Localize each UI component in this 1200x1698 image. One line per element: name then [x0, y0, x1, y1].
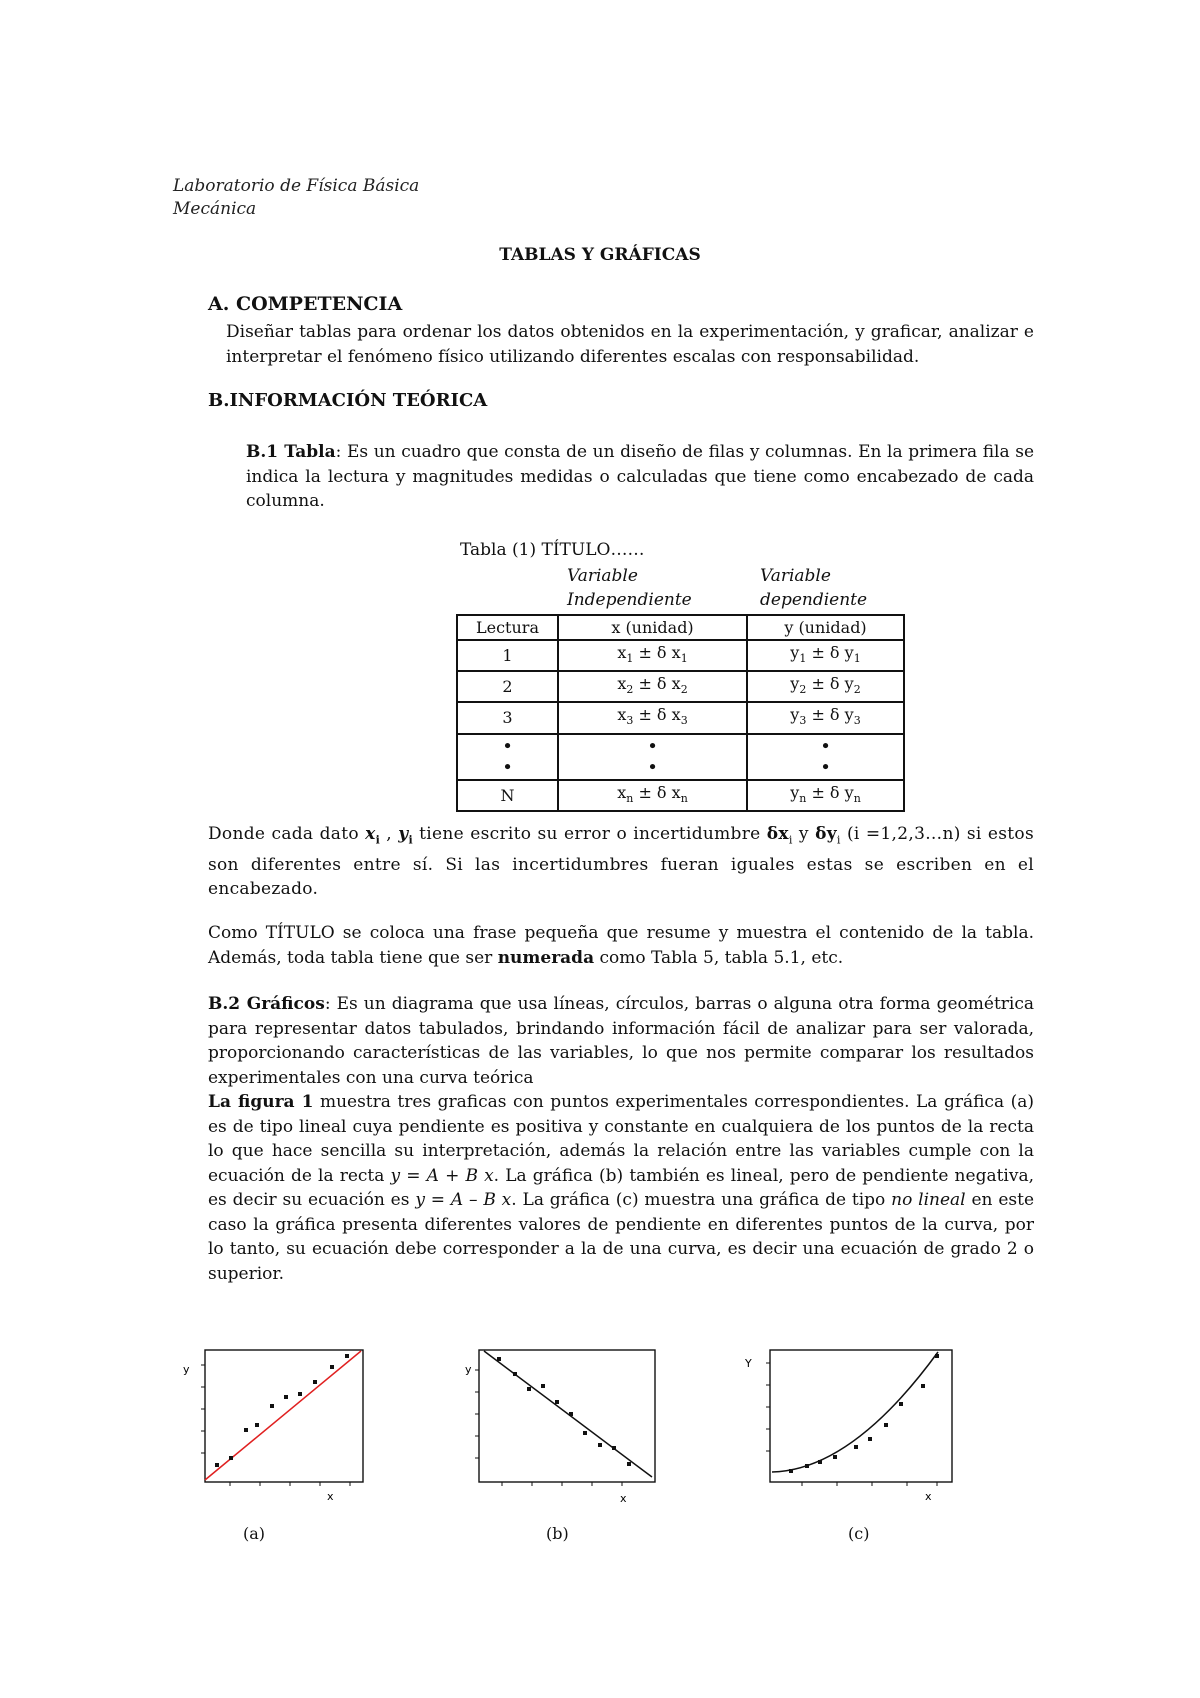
x-axis-label: x — [925, 1490, 932, 1503]
table-row — [457, 671, 904, 702]
b1-paragraph — [246, 440, 1034, 514]
page-title: TABLAS Y GRÁFICAS — [499, 245, 701, 265]
y-cell: $y_2 \pm \delta$ $y_2$ — [747, 671, 904, 702]
section-b-heading: B.INFORMACIÓN TEÓRICA — [208, 390, 488, 411]
table-row — [457, 780, 904, 811]
var1-line2: Independiente — [567, 590, 692, 610]
tick-marks — [201, 1365, 350, 1486]
b1-text: : Es un cuadro que consta de un diseño de filas y columnas. En la primera fila se indica la lectura y magnitudes medidas o calculadas que tiene como encabezado de cada columna. — [246, 442, 1035, 511]
figure-b-graph — [462, 1345, 662, 1515]
ellipsis-cell: • • — [558, 734, 747, 780]
tick-marks — [766, 1363, 937, 1486]
x-cell: $x_3 \pm \delta$ $x_3$ — [558, 702, 747, 733]
header-line-1: Laboratorio de Física Básica — [173, 176, 420, 196]
b1-label: B.1 Tabla — [246, 442, 336, 462]
section-a-heading: A. COMPETENCIA — [208, 293, 403, 315]
dependent-variable-label — [760, 564, 867, 612]
figure-c-graph — [742, 1345, 962, 1515]
ellipsis-cell: • • — [457, 734, 558, 780]
b2-paragraph: B.2 Gráficos: Es un diagrama que usa líneas, círculos, barras o alguna otra forma geométrica para representar datos tabulados, brindando información fácil de analizar para ser valorada, proporcionando características de las variables, lo que nos permite comparar los resultados experimentales con una curva teórica La figura 1 muestra tres graficas con puntos experimentales correspondientes. La gráfica (a) es de tipo lineal cuya pendiente es positiva y constante en cualquiera de los puntos de la recta lo que hace sencilla su interpretación, además la relación entre las variables cumple con la ecuación de la recta y = A + B x. La gráfica (b) también es lineal, pero de pendiente negativa, es decir su ecuación es y = A – B x. La gráfica (c) muestra una gráfica de tipo no lineal en este caso la gráfica presenta diferentes valores de pendiente en diferentes puntos de la curva, por lo tanto, su ecuación debe corresponder a la de una curva, es decir una ecuación de grado 2 o superior. — [208, 994, 1035, 1284]
table-header-row — [457, 615, 904, 640]
figure-b-caption: (b) — [546, 1524, 569, 1543]
figure-a-caption: (a) — [243, 1524, 266, 1543]
figure-reference: La figura 1 — [208, 1092, 314, 1112]
como-paragraph: Como TÍTULO se coloca una frase pequeña que resume y muestra el contenido de la tabla. Además, toda tabla tiene que ser numerada como Tabla 5, tabla 5.1, etc. — [208, 923, 1034, 968]
x-axis-label: x — [620, 1492, 627, 1505]
table-row — [457, 702, 904, 733]
fit-curve — [772, 1352, 938, 1472]
data-points — [789, 1354, 939, 1473]
y-axis-label: y — [465, 1363, 472, 1376]
header-x: x (unidad) — [558, 615, 747, 640]
fit-line — [484, 1351, 652, 1477]
var2-line2: dependiente — [760, 590, 868, 610]
donde-paragraph: Donde cada dato $x_i$ , $y_i$ tiene escrito su error o incertidumbre $\delta x_i$ y $\delta y_i$ (i =1,2,3…n) si estos son diferentes entre sí. Si las incertidumbres fueran iguales estas se escriben en el encabezado. — [208, 824, 1034, 900]
table-caption: Tabla (1) TÍTULO…… — [460, 540, 645, 560]
figure-c-caption: (c) — [848, 1524, 870, 1543]
var1-line1: Variable — [567, 566, 638, 586]
var2-line1: Variable — [760, 566, 831, 586]
y-axis-label: Y — [745, 1357, 752, 1370]
ellipsis-cell: • • — [747, 734, 904, 780]
header — [173, 175, 419, 221]
row-number: N — [457, 780, 558, 811]
section-a-text: Diseñar tablas para ordenar los datos obtenidos en la experimentación, y graficar, analizar e interpretar el fenómeno físico utilizando diferentes escalas con responsabilidad. — [226, 322, 1034, 367]
table-row — [457, 640, 904, 671]
y-axis-label: y — [183, 1363, 190, 1376]
x-cell: $x_2 \pm \delta$ $x_2$ — [558, 671, 747, 702]
header-y: y (unidad) — [747, 615, 904, 640]
row-number: 2 — [457, 671, 558, 702]
header-line-2: Mecánica — [173, 199, 257, 219]
x-cell: $x_n \pm \delta$ $x_n$ — [558, 780, 747, 811]
x-axis-label: x — [327, 1490, 334, 1503]
tick-marks — [475, 1370, 622, 1486]
row-number: 3 — [457, 702, 558, 733]
fit-line — [205, 1351, 361, 1480]
b2-label: B.2 Gráficos — [208, 994, 325, 1014]
y-cell: $y_1 \pm \delta$ $y_1$ — [747, 640, 904, 671]
data-points — [215, 1354, 349, 1467]
header-lectura: Lectura — [457, 615, 558, 640]
y-cell: $y_n \pm \delta$ $y_n$ — [747, 780, 904, 811]
table-row-ellipsis — [457, 734, 904, 780]
figure-a-graph — [175, 1345, 375, 1515]
x-cell: $x_1 \pm \delta$ $x_1$ — [558, 640, 747, 671]
independent-variable-label — [567, 564, 692, 612]
y-cell: $y_3 \pm \delta$ $y_3$ — [747, 702, 904, 733]
data-table — [456, 614, 905, 812]
row-number: 1 — [457, 640, 558, 671]
